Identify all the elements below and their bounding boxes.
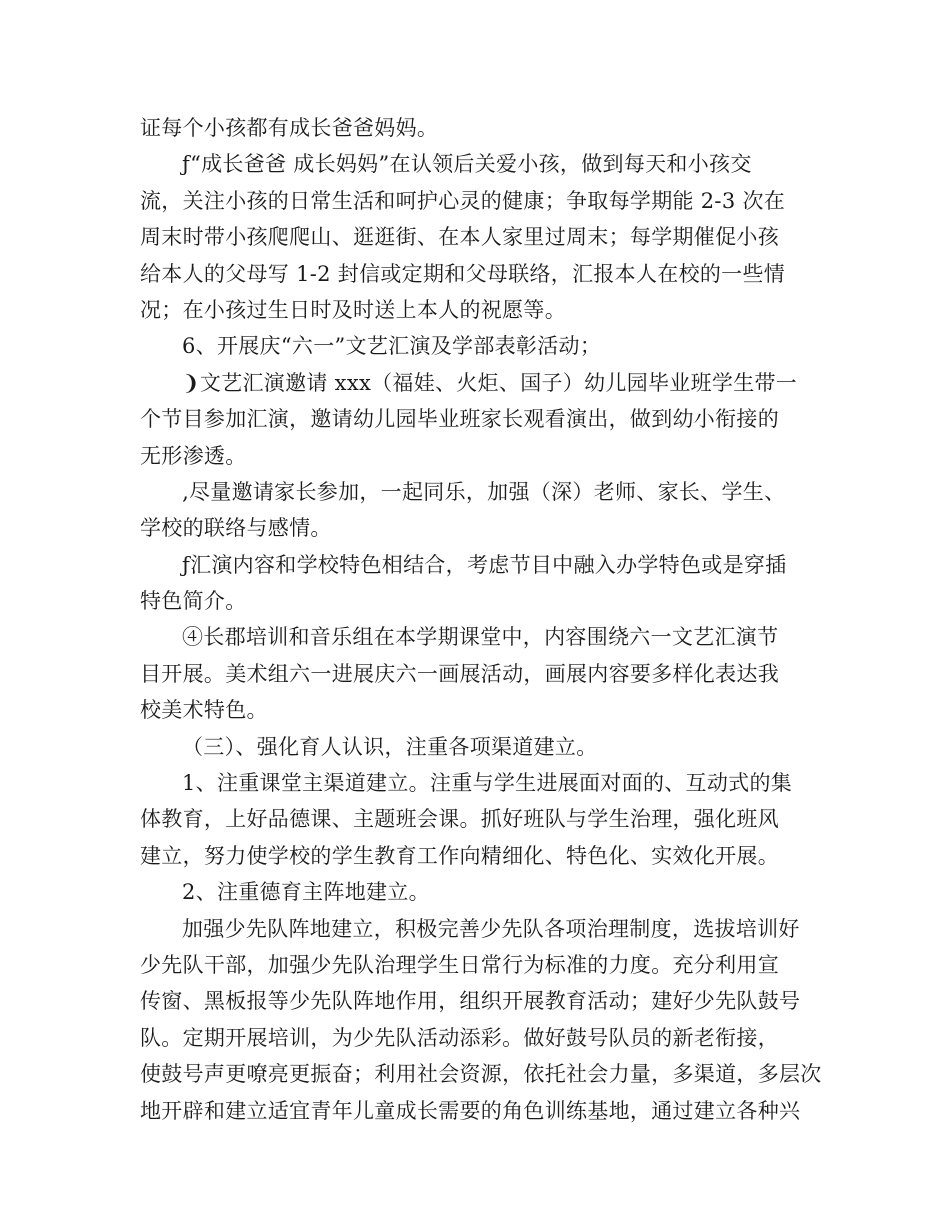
text-line: ④长郡培训和音乐组在本学期课堂中，内容围绕六一文艺汇演节	[182, 625, 779, 650]
text-line: 目开展。美术组六一进展庆六一画展活动，画展内容要多样化表达我	[140, 661, 779, 686]
text-line: 流，关注小孩的日常生活和呵护心灵的健康；争取每学期能 2-3 次在	[140, 188, 786, 213]
text-line: 地开辟和建立适宜青年儿童成长需要的角色训练基地，通过建立各种兴	[140, 1098, 801, 1123]
text-line: 况；在小孩过生日时及时送上本人的祝愿等。	[140, 297, 566, 322]
text-line: 体教育，上好品德课、主题班会课。抓好班队与学生治理，强化班风	[140, 807, 779, 832]
text-line: 证每个小孩都有成长爸爸妈妈。	[140, 116, 439, 140]
text-line: 周末时带小孩爬爬山、逛逛街、在本人家里过周末；每学期催促小孩	[140, 225, 779, 250]
text-line: 队。定期开展培训，为少先队活动添彩。做好鼓号队员的新老衔接，	[140, 1025, 779, 1050]
text-line: ‚尽量邀请家长参加，一起同乐，加强（深）老师、家长、学生、	[182, 479, 786, 504]
text-line: （三）、强化育人认识，注重各项渠道建立。	[182, 734, 598, 759]
text-line: ƒ汇演内容和学校特色相结合，考虑节目中融入办学特色或是穿插	[182, 552, 787, 577]
document-body	[140, 110, 822, 1129]
text-line: 校美术特色。	[140, 698, 268, 723]
text-line: 1、注重课堂主渠道建立。注重与学生进展面对面的、互动式的集	[182, 771, 793, 796]
text-line: 加强少先队阵地建立，积极完善少先队各项治理制度，选拔培训好	[182, 916, 800, 941]
text-line: 给本人的父母写 1-2 封信或定期和父母联络，汇报本人在校的一些情	[140, 261, 786, 286]
text-line: 使鼓号声更嘹亮更振奋；利用社会资源，依托社会力量，多渠道，多层次	[140, 1062, 822, 1087]
text-line: 特色简介。	[140, 589, 247, 614]
text-line: 少先队干部，加强少先队治理学生日常行为标准的力度。充分利用宣	[140, 952, 779, 977]
text-line: ƒ“成长爸爸 成长妈妈”在认领后关爱小孩，做到每天和小孩交	[182, 152, 752, 177]
text-line: 建立，努力使学校的学生教育工作向精细化、特色化、实效化开展。	[140, 843, 779, 868]
text-line: 个节目参加汇演，邀请幼儿园毕业班家长观看演出，做到幼小衔接的	[140, 407, 779, 432]
text-line: 2、注重德育主阵地建立。	[182, 880, 430, 905]
text-line: 6、开展庆“六一”文艺汇演及学部表彰活动；	[182, 334, 602, 359]
text-line: 无形渗透。	[140, 443, 247, 468]
text-line: 学校的联络与感情。	[140, 516, 332, 541]
text-line: 传窗、黑板报等少先队阵地作用，组织开展教育活动；建好少先队鼓号	[140, 989, 801, 1014]
text-line: ❩文艺汇演邀请 xxx（福娃、火炬、国子）幼儿园毕业班学生带一	[182, 370, 798, 395]
